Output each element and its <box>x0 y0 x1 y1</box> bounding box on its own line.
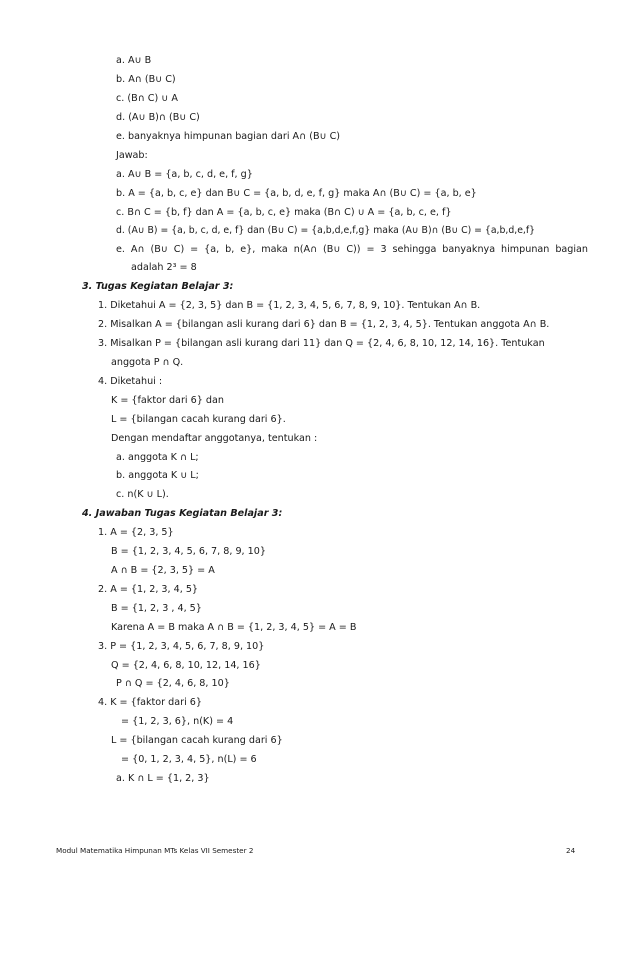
answer-c: c. B∩ C = {b, f} dan A = {a, b, c, e} maka (B∩ C) ∪ A = {a, b, c, e, f} <box>116 207 452 218</box>
item-c: c. (B∩ C) ∪ A <box>116 93 178 104</box>
task-4-c: c. n(K ∪ L). <box>116 489 169 500</box>
section-heading-tugas-3: 3. Tugas Kegiatan Belajar 3: <box>82 281 234 292</box>
task-4-k: K = {faktor dari 6} dan <box>111 395 224 406</box>
item-d: d. (A∪ B)∩ (B∪ C) <box>116 112 200 123</box>
sol-2-result: Karena A = B maka A ∩ B = {1, 2, 3, 4, 5} = A = B <box>111 622 357 633</box>
sol-2-b: B = {1, 2, 3 , 4, 5} <box>111 603 202 614</box>
task-4: 4. Diketahui : <box>98 376 163 387</box>
sol-1-result: A ∩ B = {2, 3, 5} = A <box>111 565 215 576</box>
item-b: b. A∩ (B∪ C) <box>116 74 176 85</box>
answer-a: a. A∪ B = {a, b, c, d, e, f, g} <box>116 169 253 180</box>
answer-d: d. (A∪ B) = {a, b, c, d, e, f} dan (B∪ C) = {a,b,d,e,f,g} maka (A∪ B)∩ (B∪ C) = {a,b,d,e,f} <box>116 225 536 236</box>
sol-4-k-members: = {1, 2, 3, 6}, n(K) = 4 <box>121 716 234 727</box>
task-3-cont: anggota P ∩ Q. <box>111 357 184 368</box>
task-4-b: b. anggota K ∪ L; <box>116 470 199 481</box>
sol-2-a: 2. A = {1, 2, 3, 4, 5} <box>98 584 199 595</box>
sol-4-a: a. K ∩ L = {1, 2, 3} <box>116 773 210 784</box>
sol-3-p: 3. P = {1, 2, 3, 4, 5, 6, 7, 8, 9, 10} <box>98 641 265 652</box>
task-4-a: a. anggota K ∩ L; <box>116 452 199 463</box>
footer-title: Modul Matematika Himpunan MTs Kelas VII Semester 2 <box>56 846 254 855</box>
sol-3-result: P ∩ Q = {2, 4, 6, 8, 10} <box>116 678 230 689</box>
task-1: 1. Diketahui A = {2, 3, 5} dan B = {1, 2, 3, 4, 5, 6, 7, 8, 9, 10}. Tentukan A∩ B. <box>98 300 481 311</box>
task-3: 3. Misalkan P = {bilangan asli kurang dari 11} dan Q = {2, 4, 6, 8, 10, 12, 14, 16}. Tentukan <box>98 338 545 349</box>
task-4-l: L = {bilangan cacah kurang dari 6}. <box>111 414 286 425</box>
sol-1-b: B = {1, 2, 3, 4, 5, 6, 7, 8, 9, 10} <box>111 546 266 557</box>
item-a: a. A∪ B <box>116 55 152 66</box>
task-2: 2. Misalkan A = {bilangan asli kurang dari 6} dan B = {1, 2, 3, 4, 5}. Tentukan anggota A∩ B. <box>98 319 550 330</box>
answer-b: b. A = {a, b, c, e} dan B∪ C = {a, b, d, e, f, g} maka A∩ (B∪ C) = {a, b, e} <box>116 188 477 199</box>
jawab-label: Jawab: <box>116 150 148 161</box>
sol-4-l-members: = {0, 1, 2, 3, 4, 5}, n(L) = 6 <box>121 754 257 765</box>
sol-4-k: 4. K = {faktor dari 6} <box>98 697 203 708</box>
sol-3-q: Q = {2, 4, 6, 8, 10, 12, 14, 16} <box>111 660 261 671</box>
footer-page-number: 24 <box>566 846 576 855</box>
task-4-instruction: Dengan mendaftar anggotanya, tentukan : <box>111 433 318 444</box>
item-e: e. banyaknya himpunan bagian dari A∩ (B∪ C) <box>116 131 341 142</box>
sol-1-a: 1. A = {2, 3, 5} <box>98 527 174 538</box>
answer-e-cont: adalah 2³ = 8 <box>131 262 197 273</box>
section-heading-jawaban-3: 4. Jawaban Tugas Kegiatan Belajar 3: <box>82 508 283 519</box>
answer-e: e. A∩ (B∪ C) = {a, b, e}, maka n(A∩ (B∪ C)) = 3 sehingga banyaknya himpunan bagian <box>116 244 588 255</box>
sol-4-l: L = {bilangan cacah kurang dari 6} <box>111 735 283 746</box>
